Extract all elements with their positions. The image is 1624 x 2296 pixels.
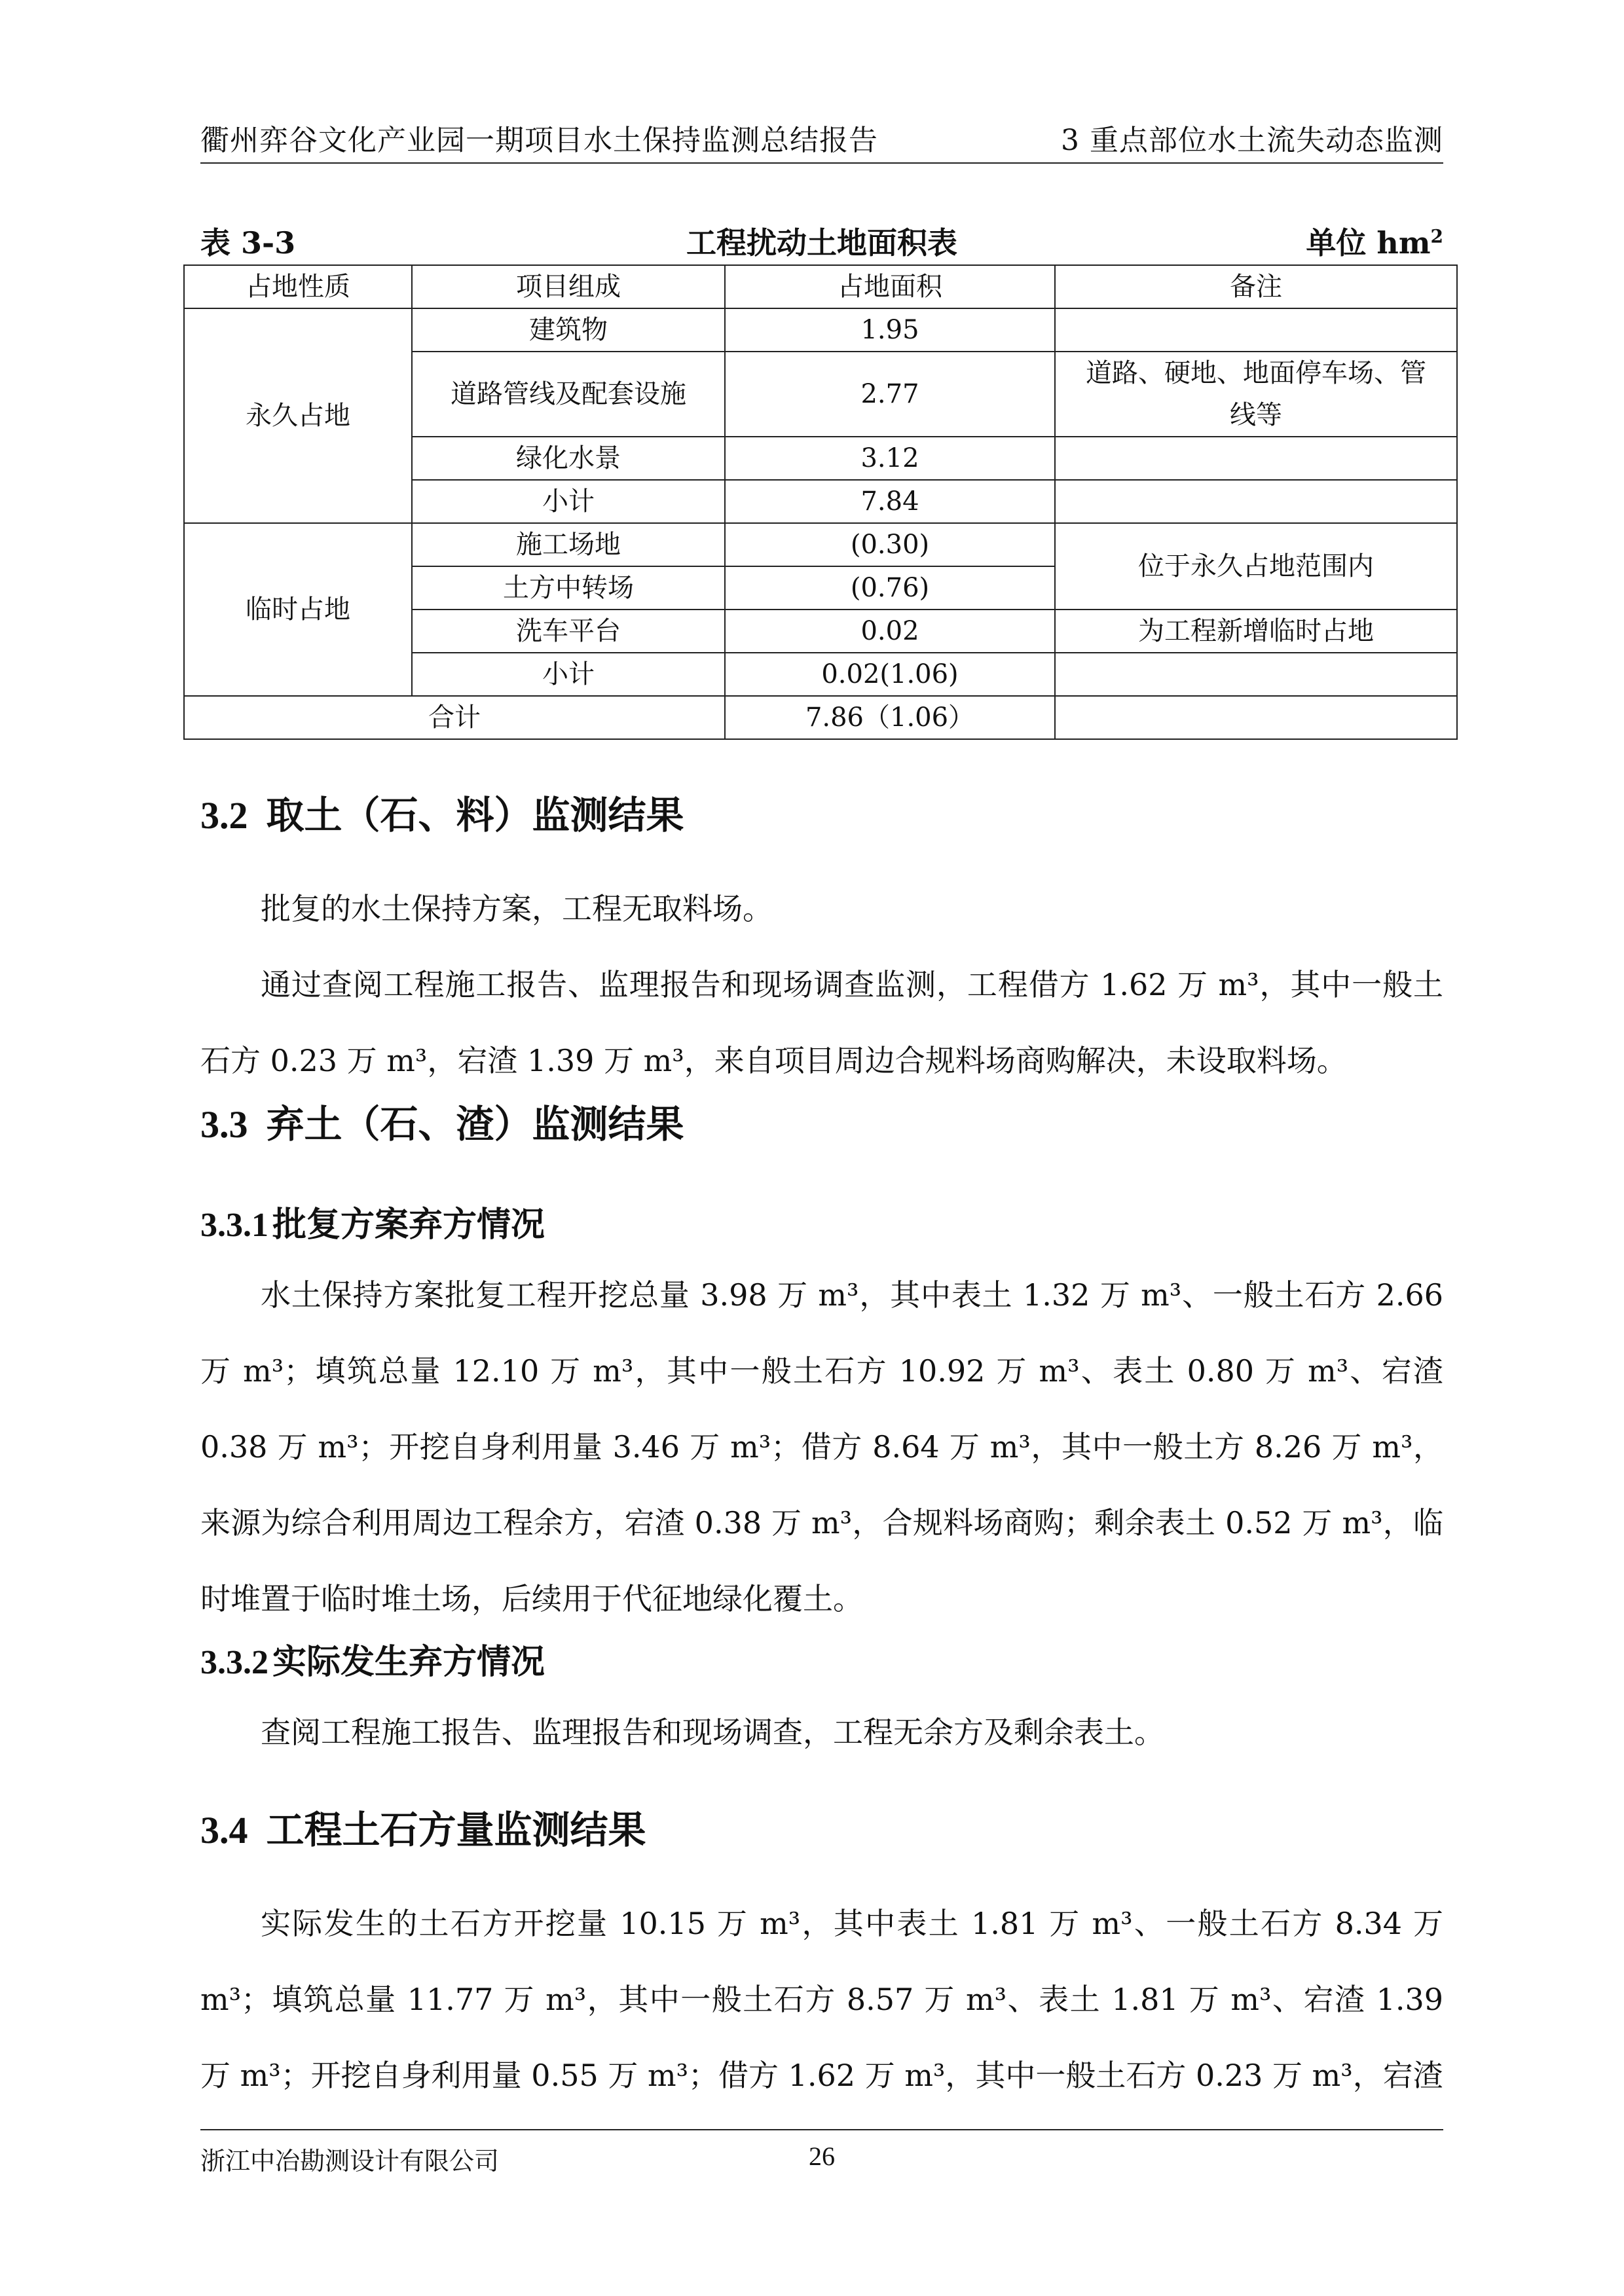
row-item: 洗车平台 bbox=[412, 610, 725, 653]
paragraph: 水土保持方案批复工程开挖总量 3.98 万 m³，其中表土 1.32 万 m³、一般土石方 2.66 万 m³；填筑总量 12.10 万 m³，其中一般土石方 10.92 万 m³、表土 0.80 万 m³、宕渣 0.38 万 m³；开挖自身利用量 3.46 万 m³；借方 8.64 万 m³，其中一般土方 8.26 万 m³，来源为综合利用周边工程余方，宕渣 0.38 万 m³，合规料场商购；剩余表土 0.52 万 m³，临时堆置于临时堆土场，后续用于代征地绿化覆土。 bbox=[200, 1277, 1443, 1616]
disturbed-land-area-table bbox=[183, 264, 1458, 740]
row-area: 3.12 bbox=[725, 437, 1055, 480]
table-total-row bbox=[184, 696, 1457, 739]
footer-company: 浙江中冶勘测设计有限公司 bbox=[200, 2147, 500, 2176]
section-3-4-body bbox=[200, 1886, 1443, 2113]
subsection-heading-3-3-1: 3.3.1 批复方案弃方情况 bbox=[200, 1205, 545, 1245]
page-number: 26 bbox=[809, 2141, 835, 2171]
row-note bbox=[1055, 480, 1457, 523]
table-title: 工程扰动土地面积表 bbox=[686, 225, 957, 261]
total-label: 合计 bbox=[184, 696, 725, 739]
row-item: 施工场地 bbox=[412, 523, 725, 566]
paragraph: 批复的水土保持方案，工程无取料场。 bbox=[261, 891, 773, 926]
section-3-3-2-body bbox=[200, 1694, 1443, 1770]
table-unit: 单位 $hm^2$ bbox=[1306, 225, 1443, 261]
row-area: 7.84 bbox=[725, 480, 1055, 523]
row-area: (0.76) bbox=[725, 566, 1055, 610]
header-chapter-title: 3 重点部位水土流失动态监测 bbox=[1061, 124, 1443, 157]
row-item: 小计 bbox=[412, 480, 725, 523]
table-header-row bbox=[184, 265, 1457, 308]
row-item: 小计 bbox=[412, 653, 725, 696]
row-item: 道路管线及配套设施 bbox=[412, 352, 725, 437]
table-number: 表 3-3 bbox=[200, 225, 296, 261]
total-note bbox=[1055, 696, 1457, 739]
section-3-3-1-body bbox=[200, 1257, 1443, 1637]
table-row bbox=[184, 523, 1457, 566]
row-area: 0.02 bbox=[725, 610, 1055, 653]
total-area: 7.86（1.06） bbox=[725, 696, 1055, 739]
col-header-note: 备注 bbox=[1055, 265, 1457, 308]
col-header-area: 占地面积 bbox=[725, 265, 1055, 308]
page-header bbox=[200, 111, 1443, 164]
row-area: (0.30) bbox=[725, 523, 1055, 566]
table-row bbox=[184, 308, 1457, 352]
row-note bbox=[1055, 308, 1457, 352]
paragraph: 实际发生的土石方开挖量 10.15 万 m³，其中表土 1.81 万 m³、一般土石方 8.34 万 m³；填筑总量 11.77 万 m³，其中一般土石方 8.57 万 m³、表土 1.81 万 m³、宕渣 1.39 万 m³；开挖自身利用量 0.55 万 m³；借方 1.62 万 m³，其中一般土石方 0.23 万 m³，宕渣 bbox=[200, 1906, 1443, 2093]
row-item: 绿化水景 bbox=[412, 437, 725, 480]
row-note: 道路、硬地、地面停车场、管 线等 bbox=[1055, 352, 1457, 437]
section-3-2-body bbox=[200, 871, 1443, 1099]
table-caption bbox=[200, 219, 1443, 259]
row-area: 2.77 bbox=[725, 352, 1055, 437]
paragraph: 通过查阅工程施工报告、监理报告和现场调查监测，工程借方 1.62 万 m³，其中一般土石方 0.23 万 m³，宕渣 1.39 万 m³，来自项目周边合规料场商购解决，未设取料场。 bbox=[200, 967, 1443, 1078]
row-note-merged: 位于永久占地范围内 bbox=[1055, 523, 1457, 610]
subsection-heading-3-3-2: 3.3.2 实际发生弃方情况 bbox=[200, 1642, 545, 1682]
section-heading-3-3: 3.3 弃土（石、渣）监测结果 bbox=[200, 1102, 684, 1146]
page-footer bbox=[200, 2129, 1443, 2176]
row-area: 0.02(1.06) bbox=[725, 653, 1055, 696]
section-heading-3-4: 3.4 工程土石方量监测结果 bbox=[200, 1808, 646, 1852]
row-note bbox=[1055, 653, 1457, 696]
section-heading-3-2: 3.2 取土（石、料）监测结果 bbox=[200, 793, 684, 837]
row-note bbox=[1055, 437, 1457, 480]
col-header-component: 项目组成 bbox=[412, 265, 725, 308]
permanent-land-label: 永久占地 bbox=[184, 308, 412, 523]
row-item: 土方中转场 bbox=[412, 566, 725, 610]
paragraph: 查阅工程施工报告、监理报告和现场调查，工程无余方及剩余表土。 bbox=[261, 1715, 1164, 1750]
temporary-land-label: 临时占地 bbox=[184, 523, 412, 696]
col-header-land-type: 占地性质 bbox=[184, 265, 412, 308]
row-note: 为工程新增临时占地 bbox=[1055, 610, 1457, 653]
row-item: 建筑物 bbox=[412, 308, 725, 352]
header-report-title: 衢州弈谷文化产业园一期项目水土保持监测总结报告 bbox=[200, 124, 878, 157]
row-area: 1.95 bbox=[725, 308, 1055, 352]
